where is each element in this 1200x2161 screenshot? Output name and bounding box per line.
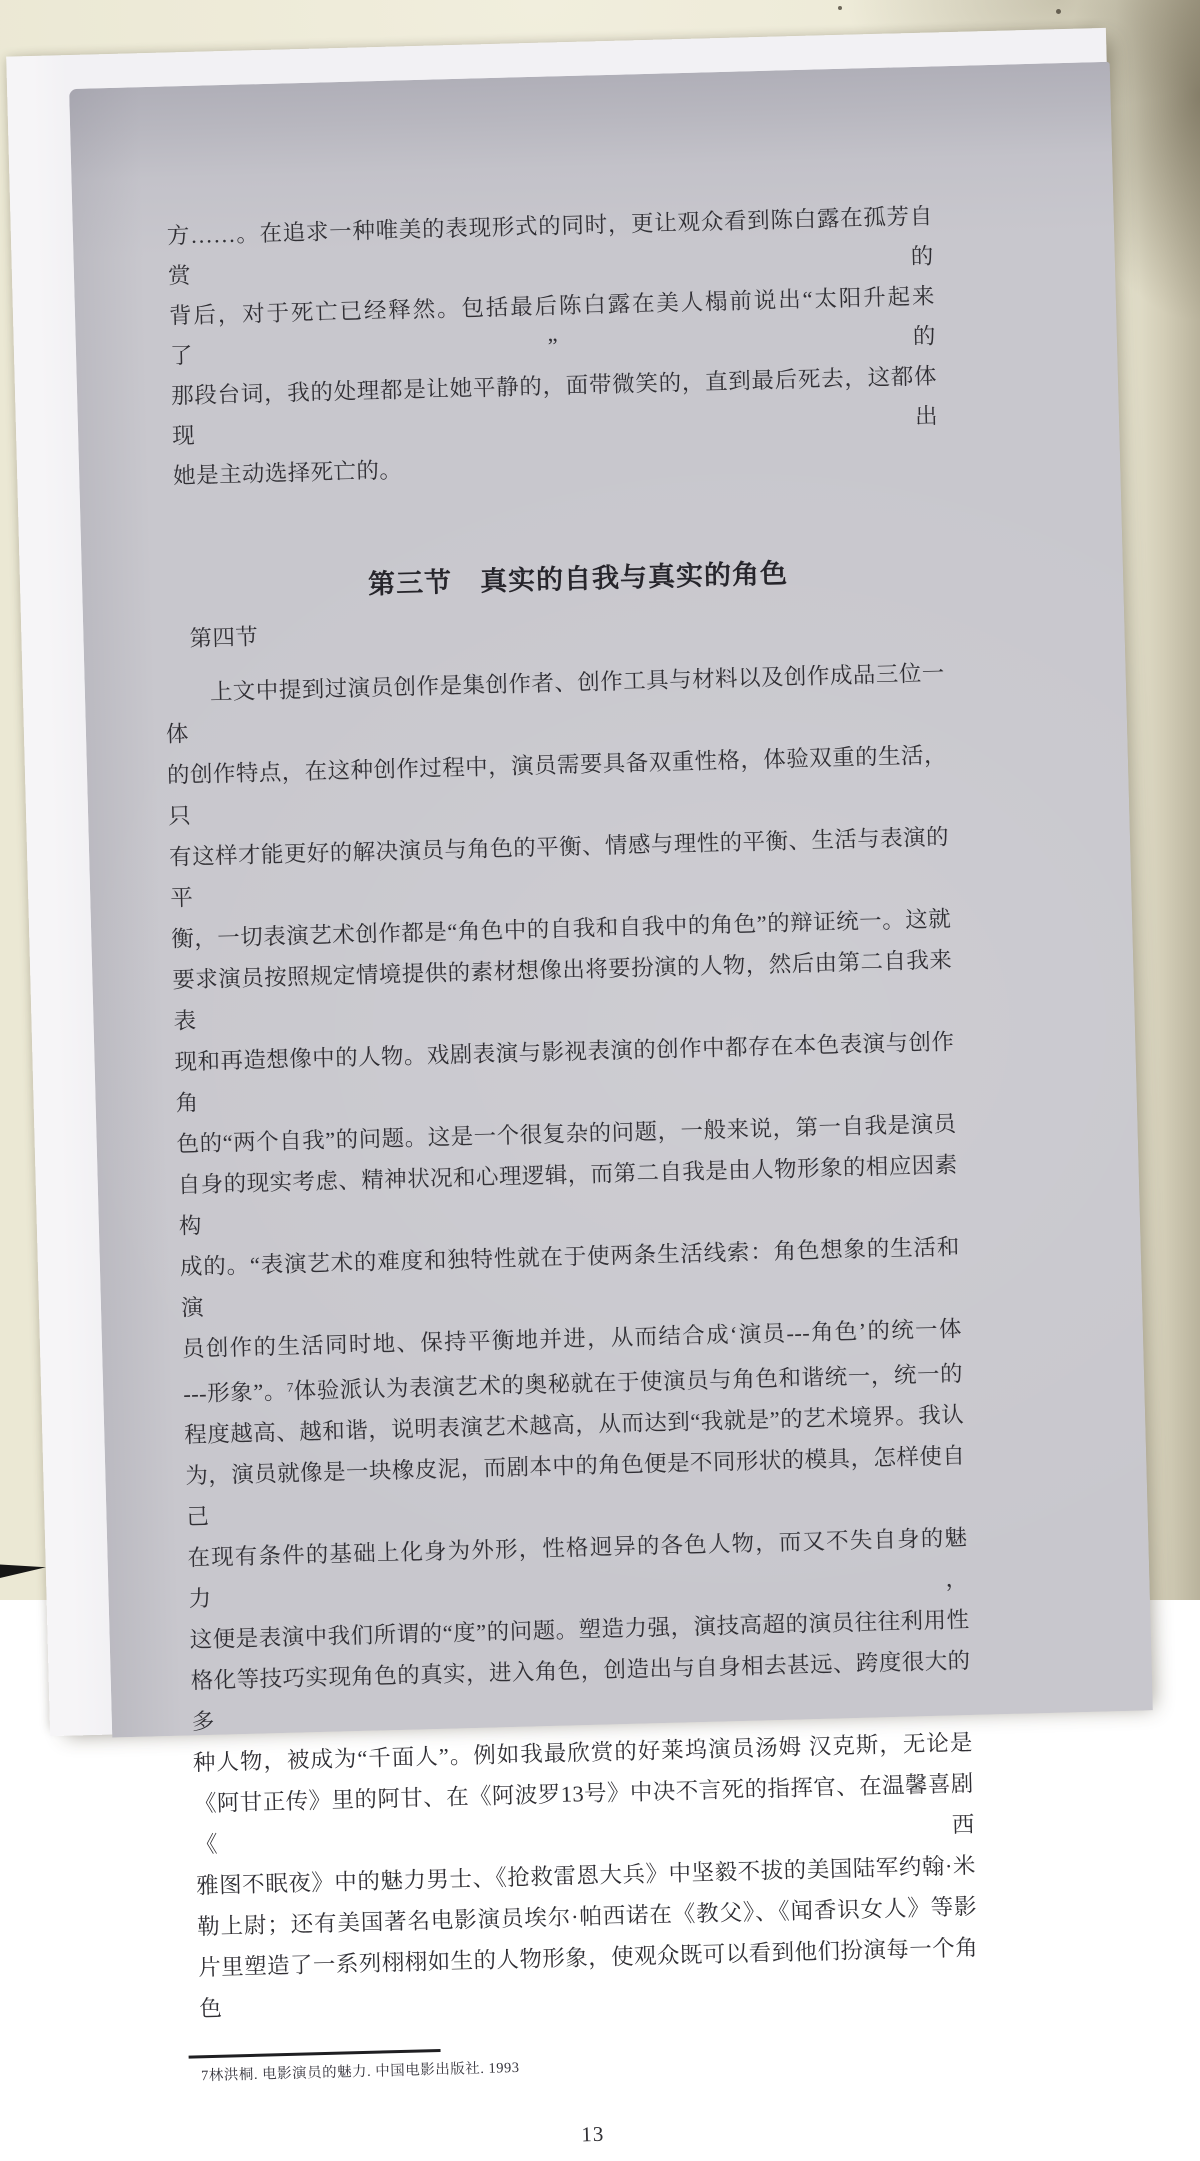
page-content [149,67,983,2158]
section-heading: 第三节 真实的自我与真实的角色 [367,558,789,600]
text-line: 种人物，被成为“千面人”。例如我最欣赏的好莱坞演员汤姆 汉克斯，无论是 [192,1729,973,1776]
text-line: 有这样才能更好的解决演员与角色的平衡、情感与理性的平衡、生活与表演的平 [168,824,950,911]
text-line: 衡，一切表演艺术创作都是“角色中的自我和自我中的角色”的辩证统一。这就 [171,906,952,952]
text-line: 那段台词，我的处理都是让她平静的，面带微笑的，直到最后死去，这都体现出 [170,363,939,449]
text-line: 《阿甘正传》里的阿甘、在《阿波罗13号》中决不言死的指挥官、在温馨喜剧《西 [193,1770,976,1858]
footnote-superscript: 7 [286,1379,294,1395]
subsection-label: 第四节 [189,624,259,652]
text-line: 自身的现实考虑、精神状况和心理逻辑，而第二自我是由人物形象的相应因素构 [177,1152,958,1239]
text-line: 雅图不眠夜》中的魅力男士、《抢救雷恩大兵》中坚毅不拔的美国陆军约翰·米 [195,1852,977,1899]
text-line: 她是主动选择死亡的。 [172,457,403,489]
text-line: 的创作特点，在这种创作过程中，演员需要具备双重性格，体验双重的生活，只 [166,742,948,829]
footnote-divider [189,2049,441,2059]
text-line: 程度越高、越和谐，说明表演艺术越高，从而达到“我就是”的艺术境界。我认 [184,1402,965,1448]
text-line: 上文中提到过演员创作是集创作者、创作工具与材料以及创作成品三位一体 [165,660,945,747]
text-line: 要求演员按照规定情境提供的素材想像出将要扮演的人物，然后由第二自我来表 [172,947,953,1034]
text-line: 格化等技巧实现角色的真实，进入角色，创造出与自身相去甚远、跨度很大的多 [190,1647,971,1735]
text-line: 为，演员就像是一块橡皮泥，而剧本中的角色便是不同形状的模具，怎样使自己 [185,1443,966,1530]
body-paragraph [164,652,979,2029]
photocopy-toner-area [69,62,1153,2147]
text-line: 现和再造想像中的人物。戏剧表演与影视表演的创作中都存在本色表演与创作角 [174,1029,955,1116]
text-segment: 体验派认为表演艺术的奥秘就在于使演员与角色和谐统一，统一的 [293,1361,964,1404]
intro-paragraph [152,196,939,496]
footnote-text: 林洪桐. 电影演员的魅力. 中国电影出版社. 1993 [208,2059,520,2085]
text-line: 员创作的生活同时地、保持平衡地并进，从而结合成‘演员---角色’的统一体 [181,1316,963,1362]
text-line: 勒上尉；还有美国著名电影演员埃尔·帕西诺在《教父》、《闻香识女人》等影 [196,1893,978,1940]
text-line: 这便是表演中我们所谓的“度”的问题。塑造力强，演技高超的演员往往利用性 [189,1607,970,1653]
corner-mark [0,1559,46,1580]
dust-speck [1056,9,1061,14]
text-line: 成的。“表演艺术的难度和独特性就在于使两条生活线索：角色想象的生活和演 [179,1234,961,1321]
paper-sheet [6,28,1150,2147]
page-number: 13 [580,2121,605,2147]
footnote-marker: 7 [200,2068,210,2085]
text-segment: ---形象”。 [182,1378,288,1407]
text-line: 片里塑造了一系列栩栩如生的人物形象，使观众既可以看到他们扮演每一个角色 [197,1934,979,2022]
text-line: 背后，对于死亡已经释然。包括最后陈白露在美人榻前说出“太阳升起来了”的 [168,283,937,369]
text-line: 方……。在追求一种唯美的表现形式的同时，更让观众看到陈白露在孤芳自赏的 [166,203,935,289]
dust-speck [838,6,842,10]
text-line: 在现有条件的基础上化身为外形，性格迥异的各色人物，而又不失自身的魅力， [187,1525,969,1612]
text-line: 色的“两个自我”的问题。这是一个很复杂的问题，一般来说，第一自我是演员 [176,1111,957,1157]
